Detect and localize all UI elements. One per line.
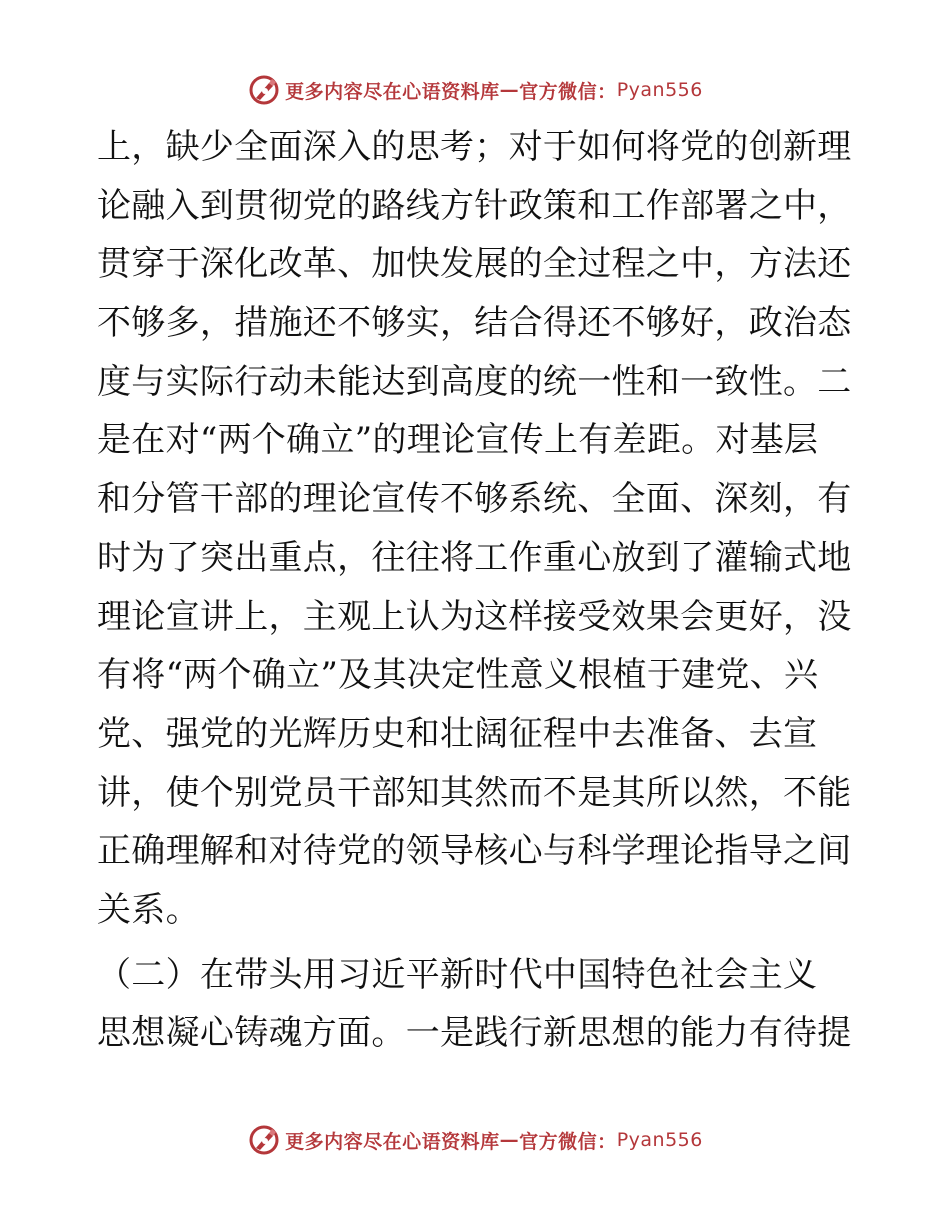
paragraph-1 [97, 118, 857, 940]
watermark-wechat-label: 官方微信： [519, 1130, 617, 1153]
text-line: （二）在带头用习近平新时代中国特色社会主义 [97, 954, 818, 995]
text-line: 论融入到贯彻党的路线方针政策和工作部署之中， [97, 185, 852, 226]
text-line: 讲，使个别党员干部知其然而不是其所以然，不能 [97, 772, 852, 813]
text-line: 是在对“两个确立”的理论宣传上有差距。对基层 [97, 420, 819, 461]
text-line: 思想凝心铸魂方面。一是践行新思想的能力有待提 [97, 1013, 852, 1054]
text-line: 和分管干部的理论宣传不够系统、全面、深刻，有 [97, 479, 852, 520]
watermark-wechat-label: 官方微信： [519, 80, 617, 103]
watermark-wechat-id: Pyan556 [616, 79, 703, 101]
header-watermark [0, 70, 950, 110]
watermark-site-text: 更多内容尽在心语资料库 [285, 1130, 500, 1153]
pen-logo-icon [247, 1123, 281, 1157]
text-line: 理论宣讲上，主观上认为这样接受效果会更好，没 [97, 596, 852, 637]
footer-watermark [0, 1120, 950, 1160]
text-line: 度与实际行动未能达到高度的统一性和一致性。二 [97, 361, 852, 402]
watermark-wechat-id: Pyan556 [616, 1129, 703, 1151]
text-line: 正确理解和对待党的领导核心与科学理论指导之间 [97, 831, 852, 872]
watermark-dash: — [499, 79, 520, 101]
text-line: 贯穿于深化改革、加快发展的全过程之中，方法还 [97, 244, 852, 285]
pen-logo-icon [247, 73, 281, 107]
paragraph-2 [97, 946, 857, 1063]
watermark-dash: — [499, 1129, 520, 1151]
text-line: 时为了突出重点，往往将工作重心放到了灌输式地 [97, 537, 852, 578]
text-line: 关系。 [97, 889, 200, 930]
text-line: 党、强党的光辉历史和壮阔征程中去准备、去宣 [97, 713, 818, 754]
text-line: 不够多，措施还不够实，结合得还不够好，政治态 [97, 303, 852, 344]
text-line: 上，缺少全面深入的思考；对于如何将党的创新理 [97, 127, 852, 167]
text-line: 有将“两个确立”及其决定性意义根植于建党、兴 [97, 655, 819, 696]
watermark-site-text: 更多内容尽在心语资料库 [285, 80, 500, 103]
document-body [97, 118, 857, 1063]
